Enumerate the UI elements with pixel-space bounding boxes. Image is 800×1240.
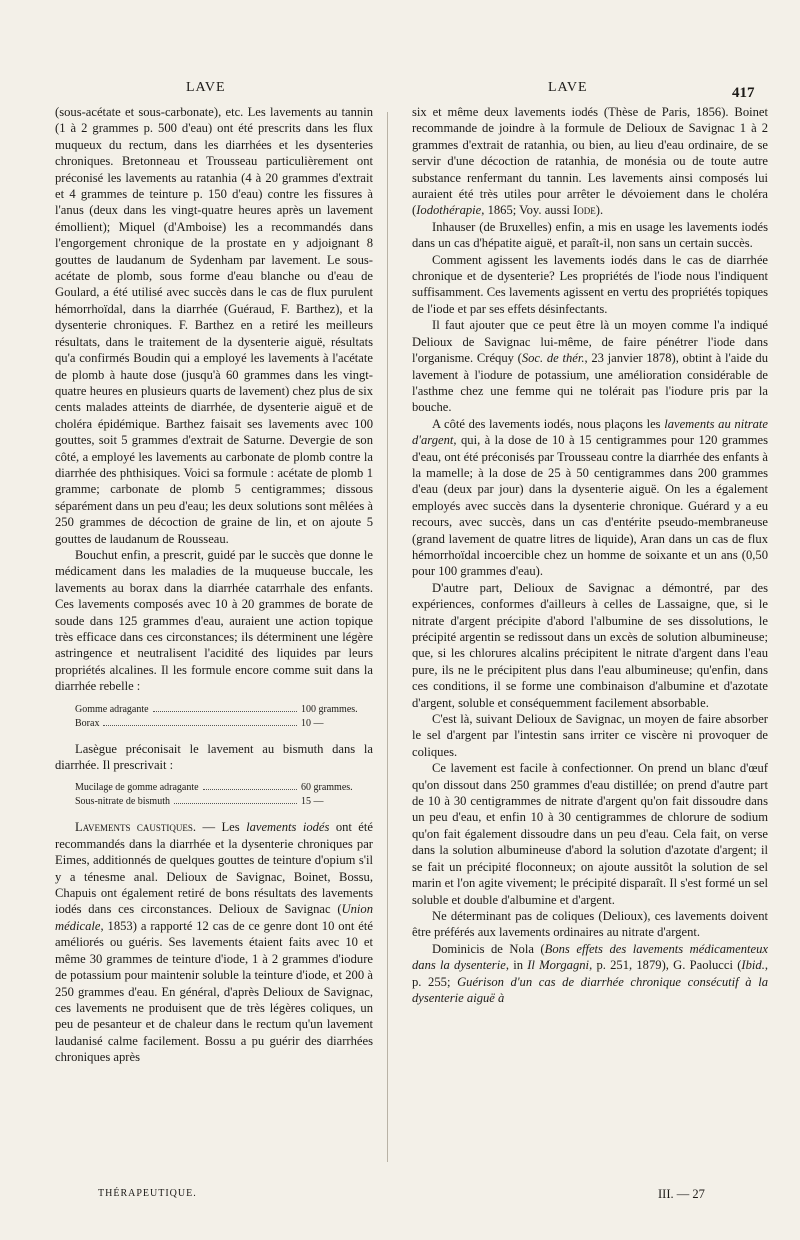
- paragraph: (sous-acétate et sous-carbonate), etc. Les lavements au tannin (1 à 2 grammes p. 500 d'eau) ont été prescrits dans les flux muqueux du rectum, dans les diarrhées et les dysenteries chroniques. Bretonneau et Trousseau particulièrement ont préconisé les lavements au ratanhia (4 à 20 grammes d'extrait et 4 grammes de teinture p. 150 d'eau) contre les fissures à l'anus (deux dans les vingt-quatre heures après un lavement émollient); Miquel (d'Amboise) les a recommandés dans l'engorgement chronique de la prostate en y adjoignant 8 gouttes de laudanum de Sydenham par lavement. Le sous-acétate de plomb, sous forme d'eau blanche ou d'eau de Goulard, a été utilisé avec succès dans le cas de flux purulent hémorrhoïdal, dans la diarrhée (Guéraud, F. Barthez), et la dysenterie chroniques. F. Barthez en a retiré les meilleurs résultats, dans le traitement de la dysenterie aiguë, résultats qu'a confirmés Boudin qui a employé les lavements à l'acétate de plomb à haute dose (jusqu'à 60 grammes dans les vingt-quatre heures en plusieurs quarts de lavement) chez plus de six cents malades atteints de diarrhée, de dysenterie aiguë et de choléra épidémique. Barthez faisait ses lavements avec 100 gouttes, soit 5 grammes d'extrait de Saturne. Devergie de son côté, a employé les lavements au carbonate de plomb contre la diarrhée des phthisiques. Voici sa formule : acétate de plomb 1 gramme; carbonate de plomb 5 centigrammes; dissous séparément dans un peu d'eau; les deux solutions sont mêlées à 250 grammes de décoction de graine de lin, et on ajoute 5 gouttes de laudanum de Rousseau.: [55, 105, 373, 546]
- formula-borax: [75, 703, 373, 731]
- running-head-right: LAVE: [548, 80, 588, 95]
- paragraph: Bouchut enfin, a prescrit, guidé par le succès que donne le médicament dans les maladies de la muqueuse buccale, les lavements au borax dans la diarrhée catarrhale des enfants. Ces lavements composés avec 10 à 20 grammes de borate de soude dans 125 grammes d'eau, auraient une action topique très efficace dans ces circonstances; ils déterminent une légère astringence et neutralisent l'acidité des liquides par leurs propriétés alcalines. Il les formule encore comme suit dans la diarrhée rebelle :: [55, 547, 373, 694]
- italic-term: Guérison d'un cas de diarrhée chronique consécutif à la dysenterie aiguë à: [412, 974, 768, 1005]
- section-heading: Lavements caustiques.: [75, 820, 197, 835]
- text-run: — Les: [196, 820, 247, 835]
- paragraph: Inhauser (de Bruxelles) enfin, a mis en usage les lavements iodés dans un cas d'hépatite aiguë, et paraît-il, non sans un certain succès.: [412, 219, 768, 251]
- paragraph: [412, 941, 768, 1007]
- text-run: A côté des lavements iodés, nous plaçons les: [432, 416, 665, 431]
- right-column: [412, 104, 768, 1006]
- italic-term: lavements iodés: [246, 820, 330, 835]
- ingredient-name: Gomme adragante: [75, 703, 149, 715]
- italic-term: Iodothérapie: [416, 203, 482, 218]
- ingredient-name: Mucilage de gomme adragante: [75, 782, 199, 794]
- left-column: [55, 104, 373, 1066]
- page-number: 417: [732, 85, 755, 101]
- text-run: , 1865; Voy. aussi: [481, 203, 574, 218]
- running-head-left: LAVE: [186, 80, 226, 95]
- formula-line: [75, 703, 373, 717]
- leader-dots: [103, 725, 297, 726]
- ingredient-quantity: 100 grammes.: [301, 703, 358, 715]
- italic-term: Soc. de thér.: [521, 351, 585, 366]
- text-run: ont été recommandés dans la diarrhée et la dysenterie chroniques par Eimes, additionnés de quelques gouttes de teinture d'opium s'il y a ténesme anal. Delioux de Savignac, Boinet, Bossu, Chapuis ont également retiré de bons résultats des lavements iodés dans ces circonstances. Delioux de Savignac (: [55, 820, 373, 917]
- ingredient-quantity: 60 grammes.: [301, 782, 353, 794]
- paragraph: C'est là, suivant Delioux de Savignac, un moyen de faire absorber le sel d'argent par l'intestin sans irriter ce viscère ni provoquer de coliques.: [412, 712, 768, 759]
- text-run: , in: [505, 958, 528, 973]
- italic-term: Ibid.: [741, 958, 765, 973]
- text-run: , p. 251, 1879), G. Paolucci (: [589, 958, 742, 973]
- ingredient-name: Borax: [75, 717, 100, 729]
- cross-reference: Iode: [573, 203, 596, 218]
- formula-line: [75, 717, 373, 731]
- text-run: , qui, à la dose de 10 à 15 centigrammes pour 120 grammes d'eau, ont été préconisés par Trousseau contre la diarrhée des enfants à la mamelle; à la dose de 25 à 50 centigrammes dans 200 grammes d'eau (deux par jour) dans la dysenterie aiguë. On les a également employés avec succès dans la dysenterie chronique. Guérard y a eu recours, avec succès, dans un cas d'entérite pseudo-membraneuse (grand lavement de quatre litres de liquide), Aran dans un cas de flux hémorrhoïdal incoercible chez un homme de soixante et un ans (0,50 pour 100 grammes d'eau).: [412, 433, 768, 579]
- formula-line: [75, 795, 373, 809]
- leader-dots: [153, 711, 297, 712]
- paragraph: D'autre part, Delioux de Savignac a démontré, par des expériences, conformes d'ailleurs à celles de Lassaigne, que, si le nitrate d'argent précipite d'abord l'albumine de ses dissolutions, le précipité argentin se redissout dans un excès de solution albumineuse; que, si les chlorures alcalins précipitent le nitrate d'argent dans l'eau pure, ils ne le précipitent plus dans l'eau albumineuse; qu'enfin, dans ces conditions, il se forme une combinaison d'albumine et d'azotate d'argent, soluble et conséquemment facilement absorbable.: [412, 580, 768, 710]
- leader-dots: [174, 803, 297, 804]
- footer-signature: THÉRAPEUTIQUE.: [98, 1188, 197, 1199]
- text-run: Dominicis de Nola (: [432, 941, 545, 956]
- paragraph: [55, 819, 373, 1065]
- text-run: six et même deux lavements iodés (Thèse de Paris, 1856). Boinet recommande de joindre à la formule de Delioux de Savignac 1 à 2 grammes d'extrait de ratanhia, ou bien, au lieu d'eau ordinaire, de se servir d'une décoction de ratanhia, de monésia ou de toute autre substance renfermant du tannin. Les lavements ainsi composés lui auraient été très utiles pour arrêter le dévoiement dans le choléra (: [412, 105, 768, 218]
- ingredient-name: Sous-nitrate de bismuth: [75, 796, 170, 808]
- ingredient-quantity: 10 —: [301, 717, 324, 729]
- paragraph: Ne déterminant pas de coliques (Delioux), ces lavements doivent être préférés aux lavements ordinaires au nitrate d'argent.: [412, 908, 768, 940]
- text-run: , 1853) a rapporté 12 cas de ce genre dont 10 ont été améliorés ou guéris. Ses lavements étaient faits avec 10 et même 30 grammes de teinture d'iode, 1 à 2 grammes d'iodure de potassium pour maintenir soluble la teinture d'iode, et 200 à 250 grammes d'eau. En général, d'après Delioux de Savignac, ces lavements ne produisent que de très légères coliques, un peu de pesanteur et de chaleur dans le rectum qu'un lavement laudanisé calme facilement. Bossu a pu guérir des diarrhées chroniques après: [55, 918, 373, 1065]
- leader-dots: [203, 789, 297, 790]
- formula-line: [75, 781, 373, 795]
- text-run: , 23 janvier 1878), obtint à l'aide du lavement à l'iodure de potassium, une amélioration considérable de l'asthme chez une femme qui ne tolérait pas l'iodure pris par la bouche.: [412, 351, 768, 415]
- text-run: ).: [595, 203, 604, 218]
- italic-term: Bons effets des lavements médicamenteux dans la dysenterie: [412, 941, 769, 973]
- paragraph: [412, 104, 768, 219]
- paragraph: [412, 317, 768, 415]
- text-run: , p. 255;: [412, 958, 769, 989]
- text-run: Il faut ajouter que ce peut être là un moyen comme l'a indiqué Delioux de Savignac lui-même, de faire pénétrer l'iode dans l'organisme. Créquy (: [412, 318, 768, 366]
- paragraph: Ce lavement est facile à confectionner. On prend un blanc d'œuf qu'on dissout dans 250 grammes d'eau distillée; on prend d'autre part de 10 à 30 centigrammes de nitrate d'argent qu'on fait dissoudre dans un peu d'eau, et enfin 10 à 30 centigrammes de chlorure de sodium qu'on fait également dissoudre dans un peu d'eau. Cela fait, on verse dans la solution albumineuse d'abord la solution d'azotate d'argent; il se fait un précipité floconneux; on ajoute aussitôt la solution de sel marin et l'on agite vivement; le précipité disparaît. Il s'est formé un sel soluble et double d'albumine et d'argent.: [412, 761, 768, 907]
- footer-volume: III. — 27: [658, 1187, 705, 1201]
- italic-term: Il Morgagni: [527, 958, 590, 973]
- paragraph: [412, 416, 768, 580]
- paragraph: Lasègue préconisait le lavement au bismuth dans la diarrhée. Il prescrivait :: [55, 741, 373, 773]
- formula-bismuth: [75, 781, 373, 809]
- ingredient-quantity: 15 —: [301, 796, 324, 808]
- italic-term: lavements au nitrate d'argent: [412, 416, 768, 448]
- journal-title: Union médicale: [55, 902, 373, 933]
- column-divider: [387, 112, 388, 1162]
- paragraph: Comment agissent les lavements iodés dans le cas de diarrhée chronique et de dysenterie? Les propriétés de l'iode nous l'indiquent suffisamment. Ces lavements agissent en vertu des propriétés topiques de l'iode et par ses effets désinfectants.: [412, 252, 768, 316]
